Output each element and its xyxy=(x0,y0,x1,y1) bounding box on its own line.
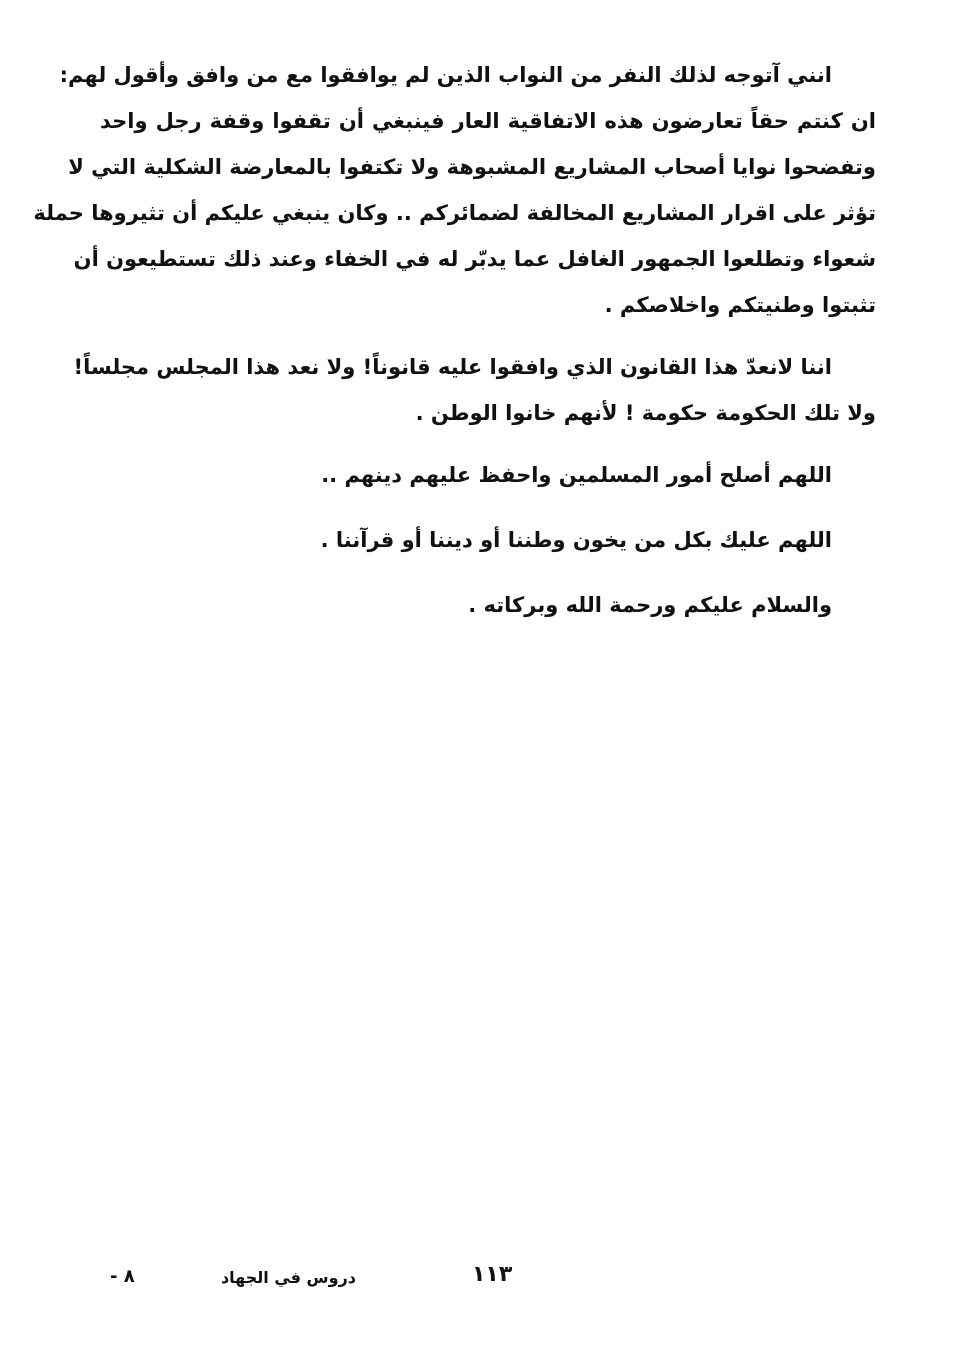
text-line: شعواء وتطلعوا الجمهور الغافل عما يدبّر له في الخفاء وعند ذلك تستطيعون أن xyxy=(73,247,876,271)
text-line: ان كنتم حقاً تعارضون هذه الاتفاقية العار فينبغي أن تقفوا وقفة رجل واحد xyxy=(100,109,876,133)
text-line: انني آتوجه لذلك النفر من النواب الذين لم يوافقوا مع من وافق وأقول لهم: xyxy=(59,63,832,87)
page-body xyxy=(33,52,876,647)
footer-page-number: ١١٣ xyxy=(472,1262,513,1287)
text-line: تؤثر على اقرار المشاريع المخالفة لضمائركم .. وكان ينبغي عليكم أن تثيروها حملة xyxy=(33,201,876,225)
closing-prayer-1: اللهم أصلح أمور المسلمين واحفظ عليهم دينهم .. xyxy=(321,463,832,487)
paragraph-2 xyxy=(73,344,876,436)
page-footer xyxy=(100,1262,876,1302)
closing-prayer-2: اللهم عليك بكل من يخون وطننا أو ديننا أو قرآننا . xyxy=(320,528,832,552)
footer-book-title: دروس في الجهاد xyxy=(220,1268,356,1287)
text-line: وتفضحوا نوايا أصحاب المشاريع المشبوهة ولا تكتفوا بالمعارضة الشكلية التي لا xyxy=(68,155,876,179)
text-line: تثبتوا وطنيتكم واخلاصكم . xyxy=(604,293,876,317)
text-line: ولا تلك الحكومة حكومة ! لأنهم خانوا الوطن . xyxy=(415,401,876,425)
footer-part-number: - ٨ xyxy=(110,1266,135,1287)
closing-salutation: والسلام عليكم ورحمة الله وبركاته . xyxy=(468,593,832,617)
text-line: اننا لانعدّ هذا القانون الذي وافقوا عليه قانوناً! ولا نعد هذا المجلس مجلساً! xyxy=(73,355,832,379)
paragraph-1 xyxy=(33,52,876,328)
